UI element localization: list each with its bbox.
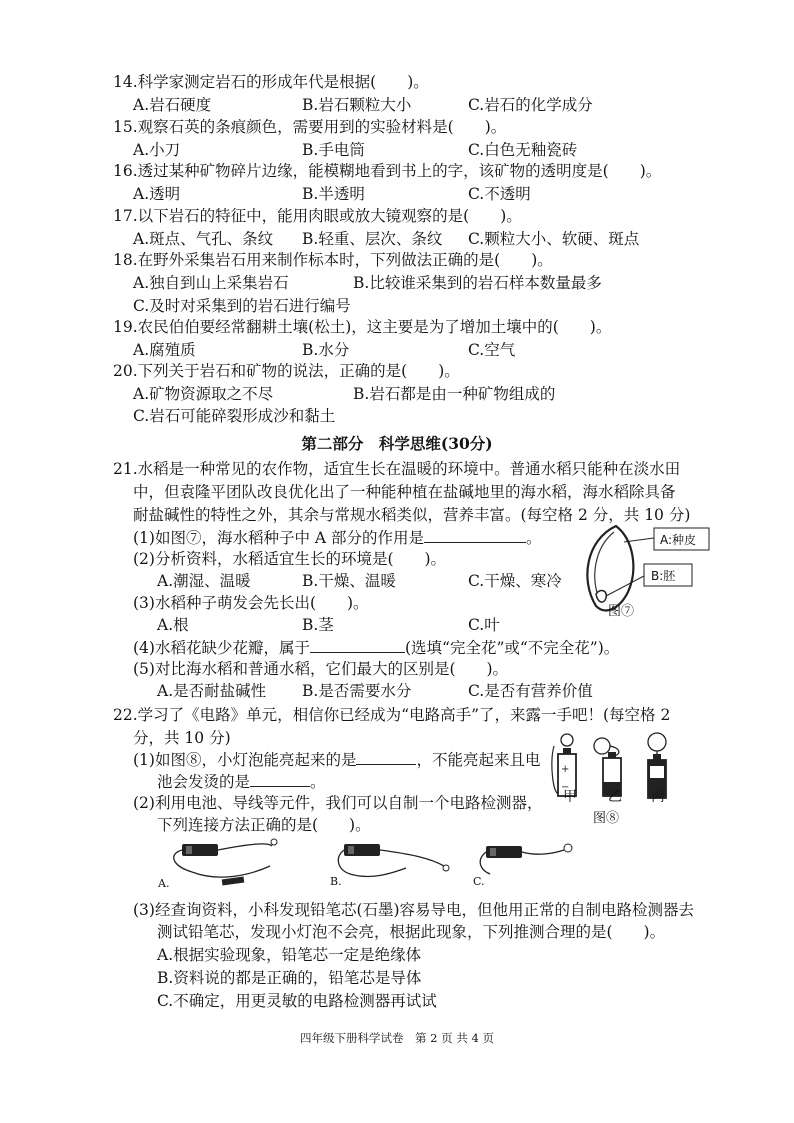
svg-text:−: −	[561, 782, 570, 793]
answer-blank	[250, 771, 310, 787]
page-footer: 四年级下册科学试卷 第 2 页 共 4 页	[300, 1031, 494, 1045]
q16-option-a: A.透明	[133, 185, 181, 203]
q21-p5-option-c: C.是否有营养价值	[468, 682, 593, 700]
label-bing: 丙	[651, 789, 665, 805]
q21-part-1	[133, 527, 542, 548]
label-b: B:胚	[651, 569, 676, 583]
rice-seed-figure	[578, 518, 718, 623]
q22-part-1-end: 。	[310, 773, 326, 791]
q21-p3-option-a: A.根	[157, 616, 189, 634]
q14-option-b: B.岩石颗粒大小	[302, 96, 412, 114]
q19-option-c: C.空气	[468, 341, 516, 359]
q22-part-1-text-2: 池会发烫的是	[157, 773, 251, 791]
label-a: A:种皮	[660, 533, 697, 547]
q21-p3-option-c: C.叶	[468, 616, 500, 634]
q18-option-c: C.及时对采集到的岩石进行编号	[133, 297, 351, 315]
q20-option-c: C.岩石可能碎裂形成沙和黏土	[133, 407, 336, 425]
q15-option-c: C.白色无釉瓷砖	[468, 141, 578, 159]
q17-option-b: B.轻重、层次、条纹	[302, 230, 443, 248]
q21-p2-option-c: C.干燥、寒冷	[468, 572, 562, 590]
section-title: 第二部分 科学思维(30分)	[301, 434, 493, 453]
q19-option-b: B.水分	[302, 341, 350, 359]
tester-label-b: B.	[330, 875, 342, 888]
q15-option-a: A.小刀	[133, 141, 181, 159]
question-16: 16.透过某种矿物碎片边缘，能模糊地看到书上的字，该矿物的透明度是( )。	[113, 162, 662, 180]
q21-p5-option-b: B.是否需要水分	[302, 682, 412, 700]
q22-part-1-line-2	[157, 771, 326, 792]
q21-part-1-text: (1)如图⑦，海水稻种子中 A 部分的作用是	[133, 529, 425, 547]
q21-part-2: (2)分析资料，水稻适宜生长的环境是( )。	[133, 550, 447, 568]
q21-part-5: (5)对比海水稻和普通水稻，它们最大的区别是( )。	[133, 660, 509, 678]
q21-part-4-end: (选填“完全花”或“不完全花”)。	[404, 639, 620, 657]
q21-p2-option-a: A.潮湿、温暖	[157, 572, 251, 590]
figure-8-caption: 图⑧	[593, 811, 620, 826]
q18-option-b: B.比较谁采集到的岩石样本数量最多	[353, 274, 602, 292]
q21-part-4	[133, 637, 619, 658]
question-22-line-1: 22.学习了《电路》单元，相信你已经成为“电路高手”了，来露一手吧！(每空格 2	[113, 706, 671, 724]
q22-part-3-line-1: (3)经查询资料，小科发现铅笔芯(石墨)容易导电，但他用正常的自制电路检测器去	[133, 901, 695, 919]
answer-blank	[310, 637, 405, 653]
q17-option-c: C.颗粒大小、软硬、斑点	[468, 230, 640, 248]
q22-part-2-line-2: 下列连接方法正确的是( )。	[157, 816, 371, 834]
tester-option-b	[330, 836, 470, 891]
q21-p2-option-b: B.干燥、温暖	[302, 572, 396, 590]
answer-blank	[424, 527, 526, 543]
question-19: 19.农民伯伯要经常翻耕土壤(松土)，这主要是为了增加土壤中的( )。	[113, 318, 612, 336]
label-jia: 甲	[563, 789, 577, 805]
q14-option-a: A.岩石硬度	[133, 96, 212, 114]
q21-part-3: (3)水稻种子萌发会先长出( )。	[133, 594, 369, 612]
q21-p5-option-a: A.是否耐盐碱性	[157, 682, 267, 700]
q22-p3-option-a: A.根据实验现象，铅笔芯一定是绝缘体	[157, 946, 422, 964]
q20-option-a: A.矿物资源取之不尽	[133, 385, 274, 403]
question-17: 17.以下岩石的特征中，能用肉眼或放大镜观察的是( )。	[113, 207, 522, 225]
q18-option-a: A.独自到山上采集岩石	[133, 274, 289, 292]
question-21-line-2: 中，但袁隆平团队改良优化出了一种能种植在盐碱地里的海水稻，海水稻除具备	[133, 483, 676, 501]
q21-part-4-text: (4)水稻花缺少花瓣，属于	[133, 639, 310, 657]
tester-option-c	[476, 836, 596, 891]
question-21-line-3: 耐盐碱性的特性之外，其余与常规水稻类似，营养丰富。(每空格 2 分，共 10 分)	[133, 506, 691, 524]
q22-part-2-line-1: (2)利用电池、导线等元件，我们可以自制一个电路检测器，	[133, 794, 543, 812]
q20-option-b: B.岩石都是由一种矿物组成的	[353, 385, 556, 403]
question-18: 18.在野外采集岩石用来制作标本时，下列做法正确的是( )。	[113, 251, 553, 269]
q19-option-a: A.腐殖质	[133, 341, 196, 359]
tester-label-c: C.	[473, 875, 485, 888]
q14-option-c: C.岩石的化学成分	[468, 96, 593, 114]
tester-label-a: A.	[158, 877, 170, 890]
question-22-line-2: 分，共 10 分)	[133, 729, 231, 747]
tester-option-a	[148, 836, 298, 891]
label-yi: 乙	[608, 789, 622, 805]
q17-option-a: A.斑点、气孔、条纹	[133, 230, 274, 248]
question-14: 14.科学家测定岩石的形成年代是根据( )。	[113, 73, 429, 91]
q22-part-1-line-1	[133, 749, 540, 770]
q22-p3-option-b: B.资料说的都是正确的，铅笔芯是导体	[157, 969, 422, 987]
q22-part-1-text: (1)如图⑧，小灯泡能亮起来的是	[133, 751, 357, 769]
question-21-line-1: 21.水稻是一种常见的农作物，适宜生长在温暖的环境中。普通水稻只能种在淡水田	[113, 460, 681, 478]
q21-p3-option-b: B.茎	[302, 616, 334, 634]
answer-blank	[356, 749, 416, 765]
svg-text:+: +	[561, 764, 570, 775]
q21-part-1-end: 。	[526, 529, 542, 547]
q15-option-b: B.手电筒	[302, 141, 365, 159]
question-15: 15.观察石英的条痕颜色，需要用到的实验材料是( )。	[113, 118, 507, 136]
q16-option-b: B.半透明	[302, 185, 365, 203]
q22-part-1-mid: ，不能亮起来且电	[416, 751, 541, 769]
q16-option-c: C.不透明	[468, 185, 531, 203]
q22-p3-option-c: C.不确定，用更灵敏的电路检测器再试试	[157, 992, 437, 1010]
seed-outline	[587, 526, 633, 610]
question-20: 20.下列关于岩石和矿物的说法，正确的是( )。	[113, 362, 460, 380]
figure-7-caption: 图⑦	[608, 604, 635, 619]
q22-part-3-line-2: 测试铅笔芯，发现小灯泡不会亮，根据此现象，下列推测合理的是( )。	[157, 923, 666, 941]
